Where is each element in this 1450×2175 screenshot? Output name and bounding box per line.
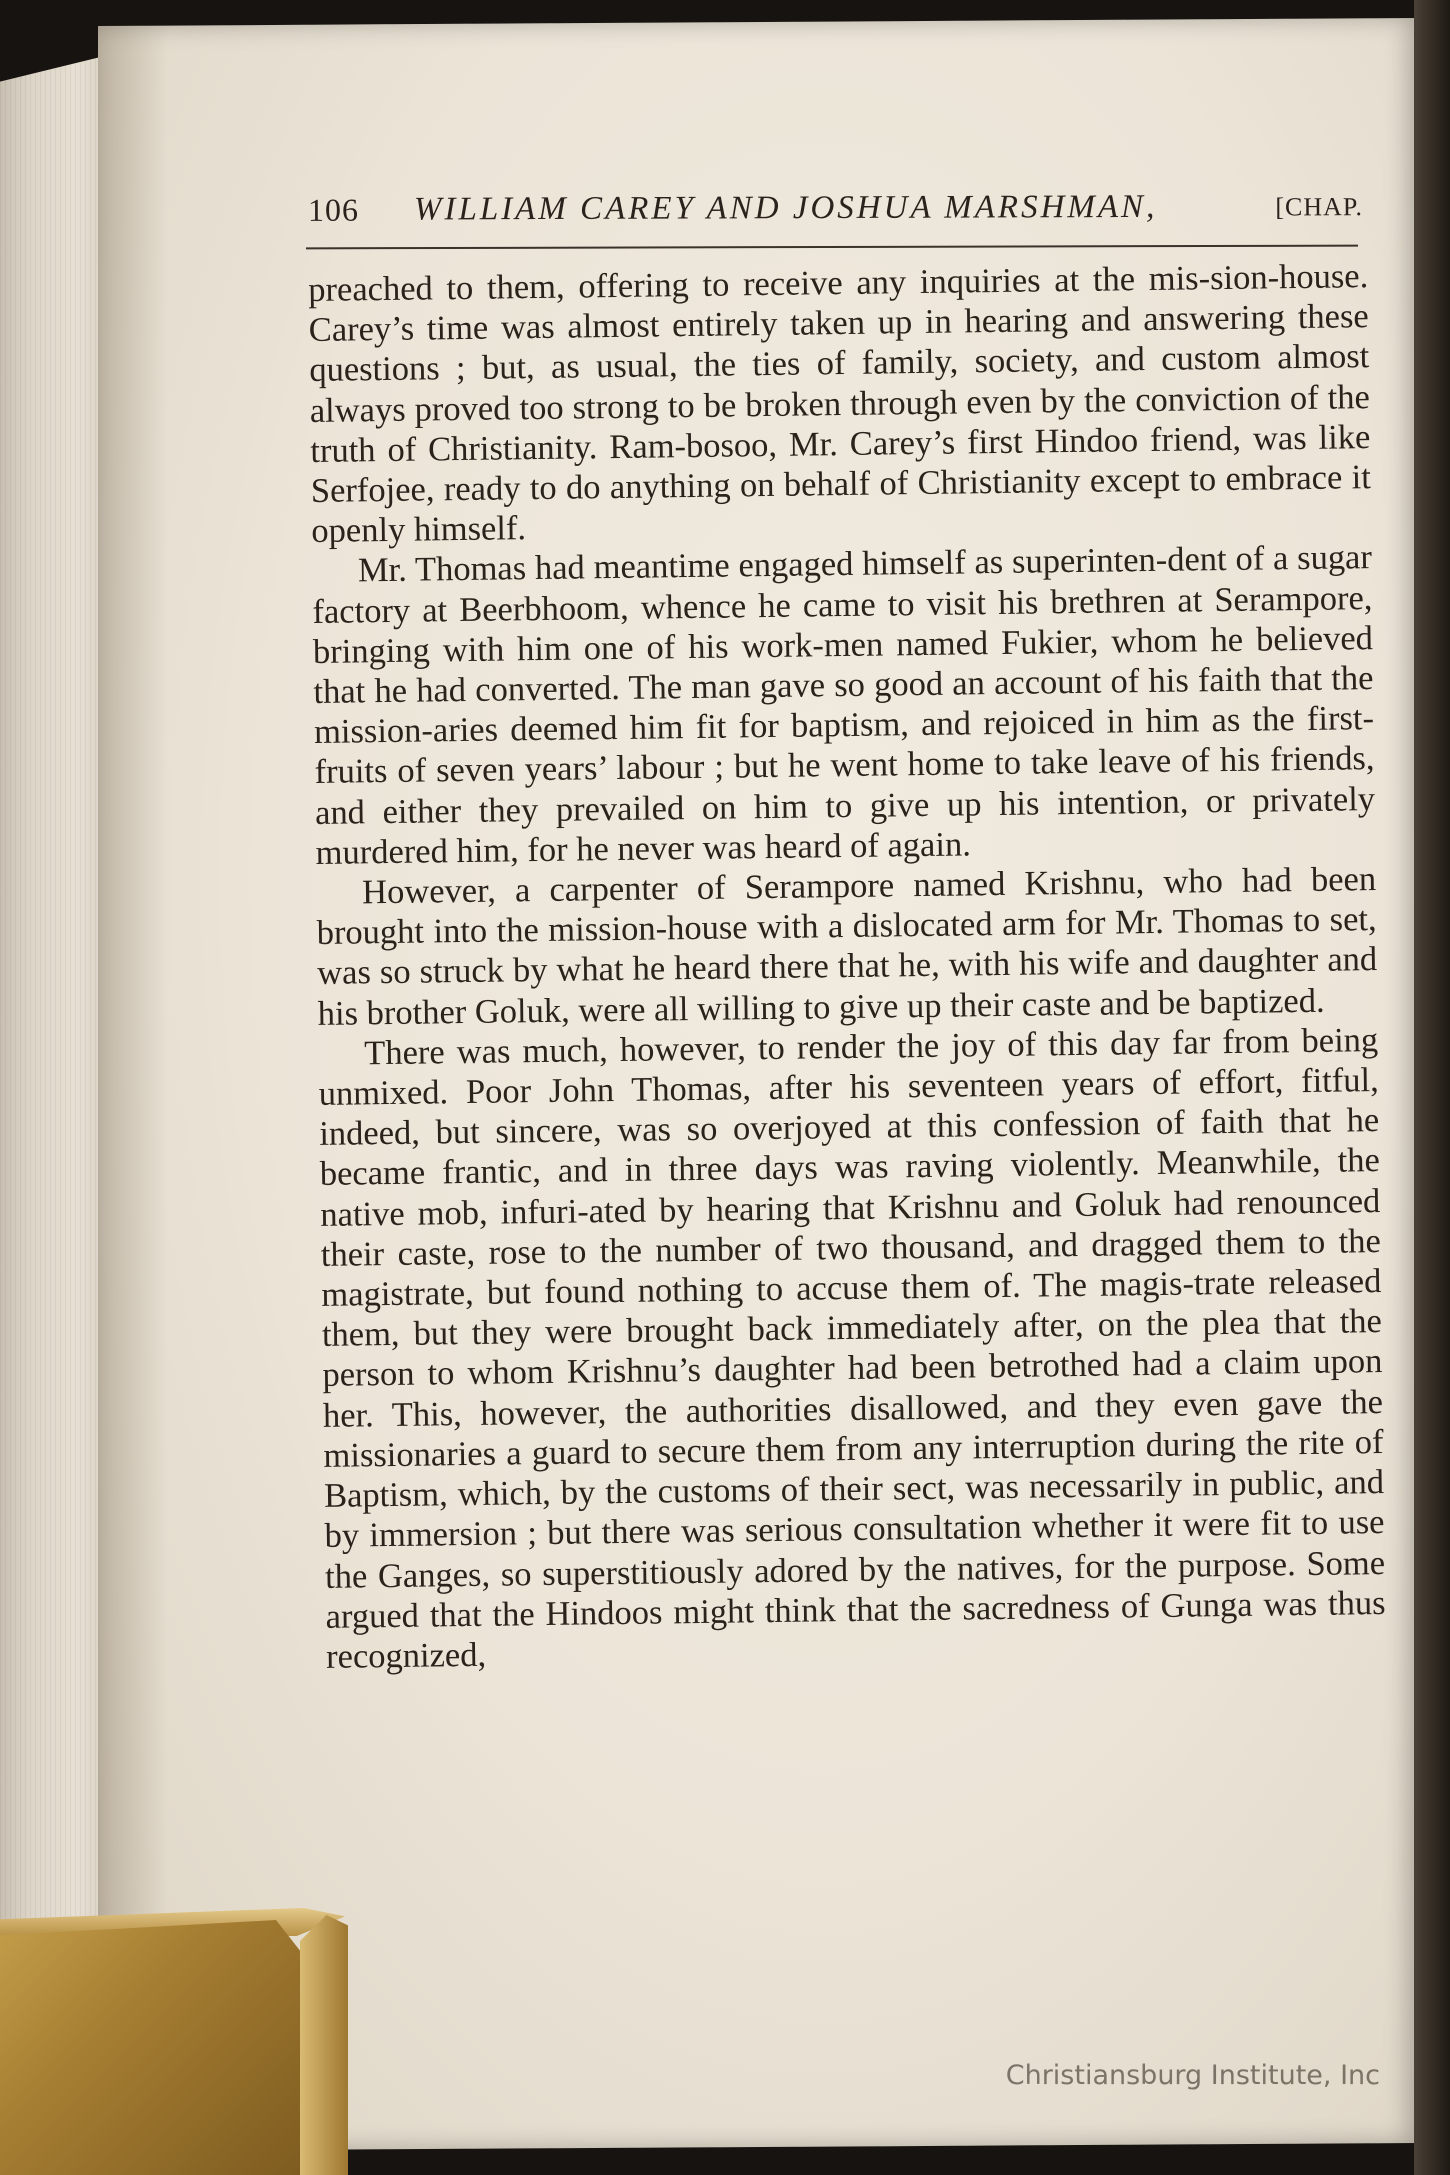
page-number: 106 — [307, 191, 360, 228]
page-header — [308, 188, 1363, 244]
book-cover-spine — [300, 1915, 348, 2175]
paragraph: preached to them, offering to receive any inquiries at the mis-sion-house. Carey’s time was almost entirely taken up in hearing and answering these questions ; but, as usual, the ties of family, society, and custom almost always proved too strong to be broken through even by the conviction of the truth of Christianity. Ram-bosoo, Mr. Carey’s first Hindoo friend, was like Serfojee, ready to do anything on behalf of Christianity except to embrace it openly himself. — [308, 257, 1372, 551]
paragraph: There was much, however, to render the joy of this day far from being unmixed. Poor John Thomas, after his seventeen years of effort, fitful, indeed, but sincere, was so overjoyed at this confession of faith that he became frantic, and in three days was raving violently. Meanwhile, the native mob, infuri-ated by hearing that Krishnu and Goluk had renounced their caste, rose to the number of two thousand, and dragged them to the magistrate, but found nothing to accuse them of. The magis-trate released them, but they were brought back immediately after, on the plea that the person to whom Krishnu’s daughter had been betrothed had a claim upon her. This, however, the authorities disallowed, and they even gave the missionaries a guard to secure them from any interruption during the rite of Baptism, which, by the customs of their sect, was necessarily in public, and by immersion ; but there was serious consultation whether it were fit to use the Ganges, so superstitiously adored by the natives, for the purpose. Some argued that the Hindoos might think that the sacredness of Gunga was thus recognized, — [318, 1020, 1386, 1676]
book-cover — [0, 1920, 300, 2175]
paragraph: Mr. Thomas had meantime engaged himself as superinten-dent of a sugar factory at Beerbhoom, whence he came to visit his brethren at Serampore, bringing with him one of his work-men named Fukier, whom he believed that he had converted. The man gave so good an account of his faith that the mission-aries deemed him fit for baptism, and rejoiced in him as the first-fruits of seven years’ labour ; but he went home to take leave of his friends, and either they prevailed on him to give up his intention, or privately murdered him, for he never was heard of again. — [312, 538, 1376, 872]
page-edge-shadow — [1414, 0, 1450, 2175]
watermark: Christiansburg Institute, Inc — [1005, 2060, 1380, 2091]
running-title: WILLIAM CAREY AND JOSHUA MARSHMAN, — [413, 188, 1158, 228]
chapter-mark: [CHAP. — [1275, 192, 1364, 222]
body-text — [308, 256, 1386, 1677]
paragraph: However, a carpenter of Serampore named Krishnu, who had been brought into the mission-house with a dislocated arm for Mr. Thomas to set, was so struck by what he heard there that he, with his wife and daughter and his brother Goluk, were all willing to give up their caste and be baptized. — [316, 860, 1378, 1033]
